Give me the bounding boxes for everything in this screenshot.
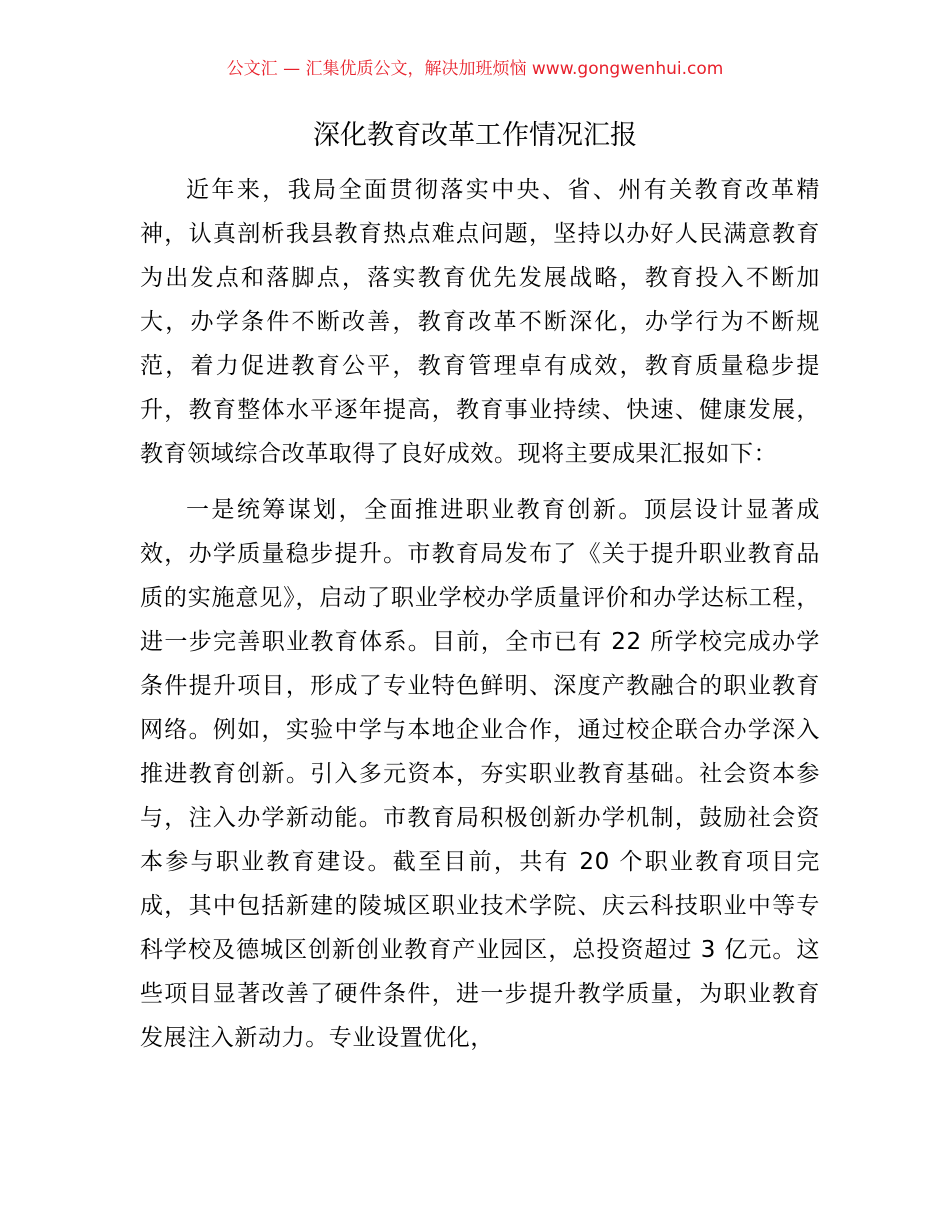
document-title: 深化教育改革工作情况汇报 <box>313 120 637 151</box>
paragraph-intro: 近年来，我局全面贯彻落实中央、省、州有关教育改革精神，认真剖析我县教育热点难点问题，坚持以办好人民满意教育为出发点和落脚点，落实教育优先发展战略，教育投入不断加大，办学条件不断改善，教育改革不断深化，办学行为不断规范，着力促进教育公平，教育管理卓有成效，教育质量稳步提升，教育整体水平逐年提高，教育事业持续、快速、健康发展，教育领域综合改革取得了良好成效。现将主要成果汇报如下： <box>140 177 820 467</box>
document-body <box>140 168 820 1060</box>
header-banner: 公文汇 — 汇集优质公文，解决加班烦恼 www.gongwenhui.com <box>226 59 724 79</box>
paragraph-vocational-education: 一是统筹谋划，全面推进职业教育创新。顶层设计显著成效，办学质量稳步提升。市教育局发布了《关于提升职业教育品质的实施意见》，启动了职业学校办学质量评价和办学达标工程，进一步完善职业教育体系。目前，全市已有 22 所学校完成办学条件提升项目，形成了专业特色鲜明、深度产教融合的职业教育网络。例如，实验中学与本地企业合作，通过校企联合办学深入推进教育创新。引入多元资本，夯实职业教育基础。社会资本参与，注入办学新动能。市教育局积极创新办学机制，鼓励社会资本参与职业教育建设。截至目前，共有 20 个职业教育项目完成，其中包括新建的陵城区职业技术学院、庆云科技职业中等专科学校及德城区创新创业教育产业园区，总投资超过 3 亿元。这些项目显著改善了硬件条件，进一步提升教学质量，为职业教育发展注入新动力。专业设置优化， <box>140 497 820 1051</box>
